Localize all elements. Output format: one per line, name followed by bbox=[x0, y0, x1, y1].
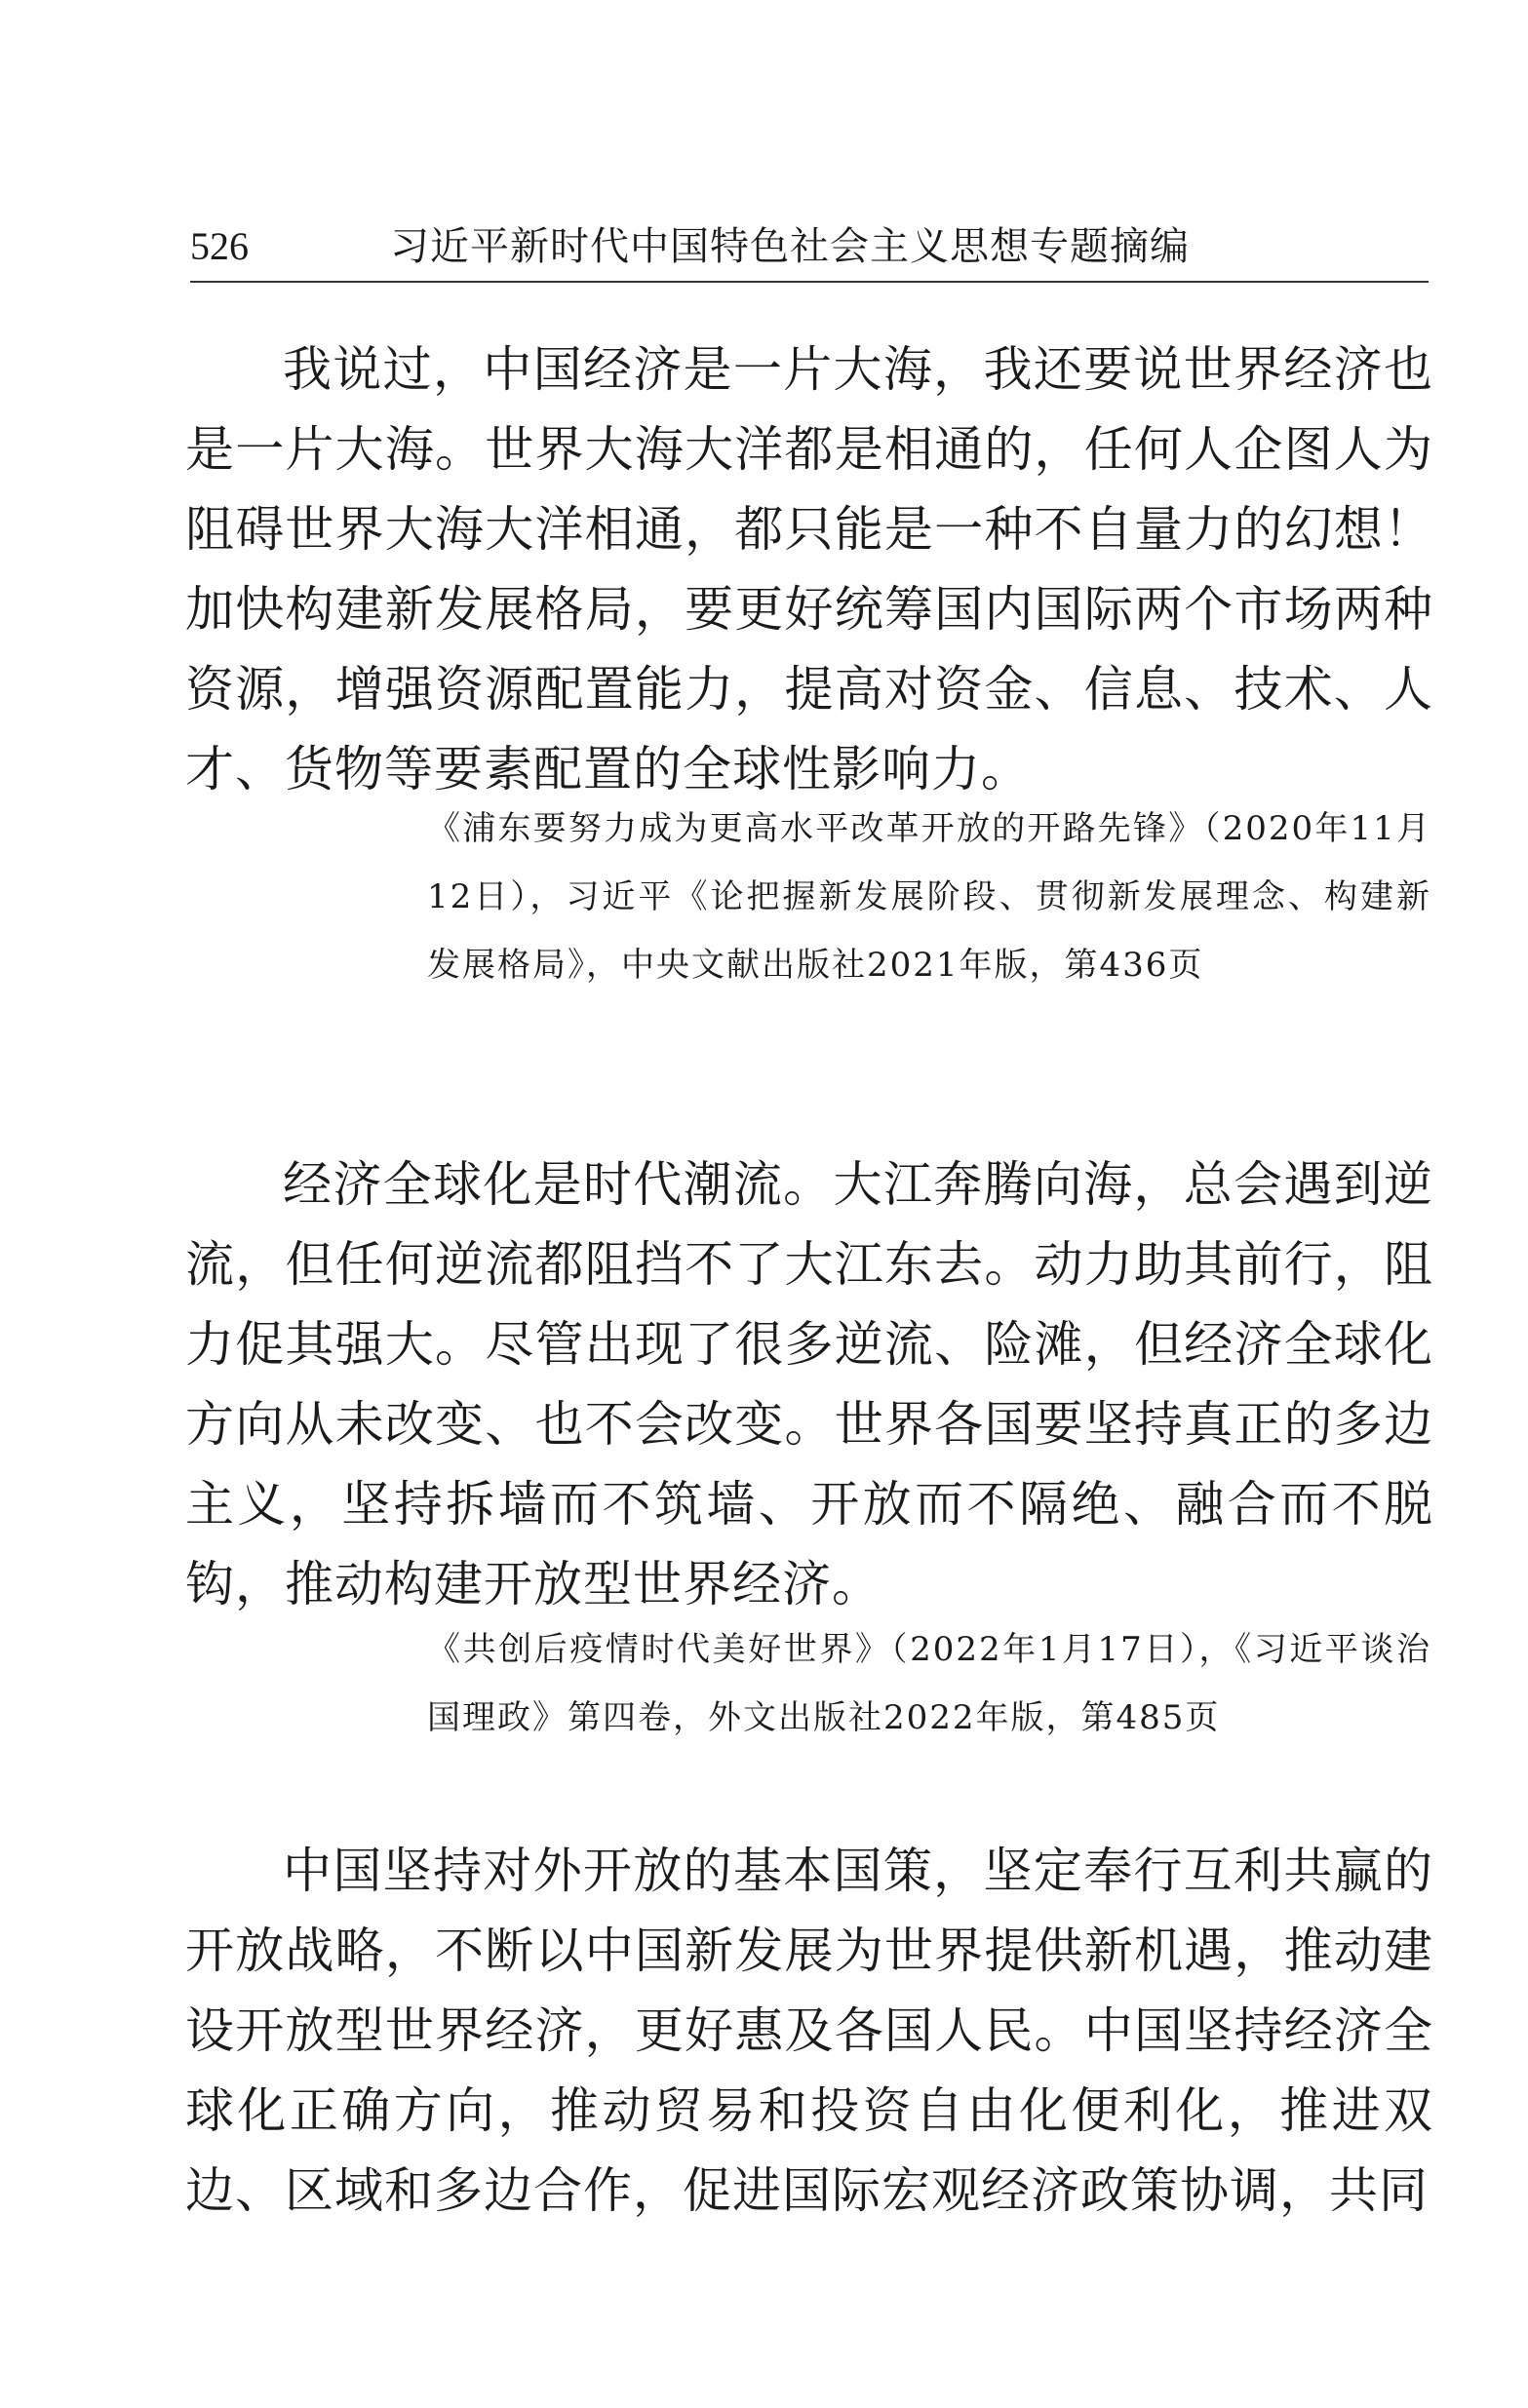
page-number: 526 bbox=[190, 224, 249, 268]
book-title: 习近平新时代中国特色社会主义思想专题摘编 bbox=[390, 224, 1190, 269]
running-header bbox=[190, 216, 1429, 277]
quote-paragraph-3: 中国坚持对外开放的基本国策，坚定奉行互利共赢的开放战略，不断以中国新发展为世界提供新机遇，推动建设开放型世界经济，更好惠及各国人民。中国坚持经济全球化正确方向，推动贸易和投资自由化便利化，推进双边、区域和多边合作，促进国际宏观经济政策协调，共同 bbox=[185, 1843, 1433, 2219]
header-divider bbox=[190, 281, 1429, 283]
quote-paragraph-2: 经济全球化是时代潮流。大江奔腾向海，总会遇到逆流，但任何逆流都阻挡不了大江东去。动力助其前行，阻力促其强大。尽管出现了很多逆流、险滩，但经济全球化方向从未改变、也不会改变。世界各国要坚持真正的多边主义，坚持拆墙而不筑墙、开放而不隔绝、融合而不脱钩，推动构建开放型世界经济。 bbox=[185, 1156, 1433, 1612]
quote-paragraph-1: 我说过，中国经济是一片大海，我还要说世界经济也是一片大海。世界大海大洋都是相通的，任何人企图人为阻碍世界大海大洋相通，都只能是一种不自量力的幻想！加快构建新发展格局，要更好统筹国内国际两个市场两种资源，增强资源配置能力，提高对资金、信息、技术、人才、货物等要素配置的全球性影响力。 bbox=[185, 341, 1433, 797]
source-citation-1: 《浦东要努力成为更高水平改革开放的开路先锋》（2020年11月12日），习近平《论把握新发展阶段、贯彻新发展理念、构建新发展格局》，中央文献出版社2021年版，第436页 bbox=[427, 809, 1431, 985]
source-citation-2: 《共创后疫情时代美好世界》（2022年1月17日），《习近平谈治国理政》第四卷，外文出版社2022年版，第485页 bbox=[427, 1630, 1431, 1737]
